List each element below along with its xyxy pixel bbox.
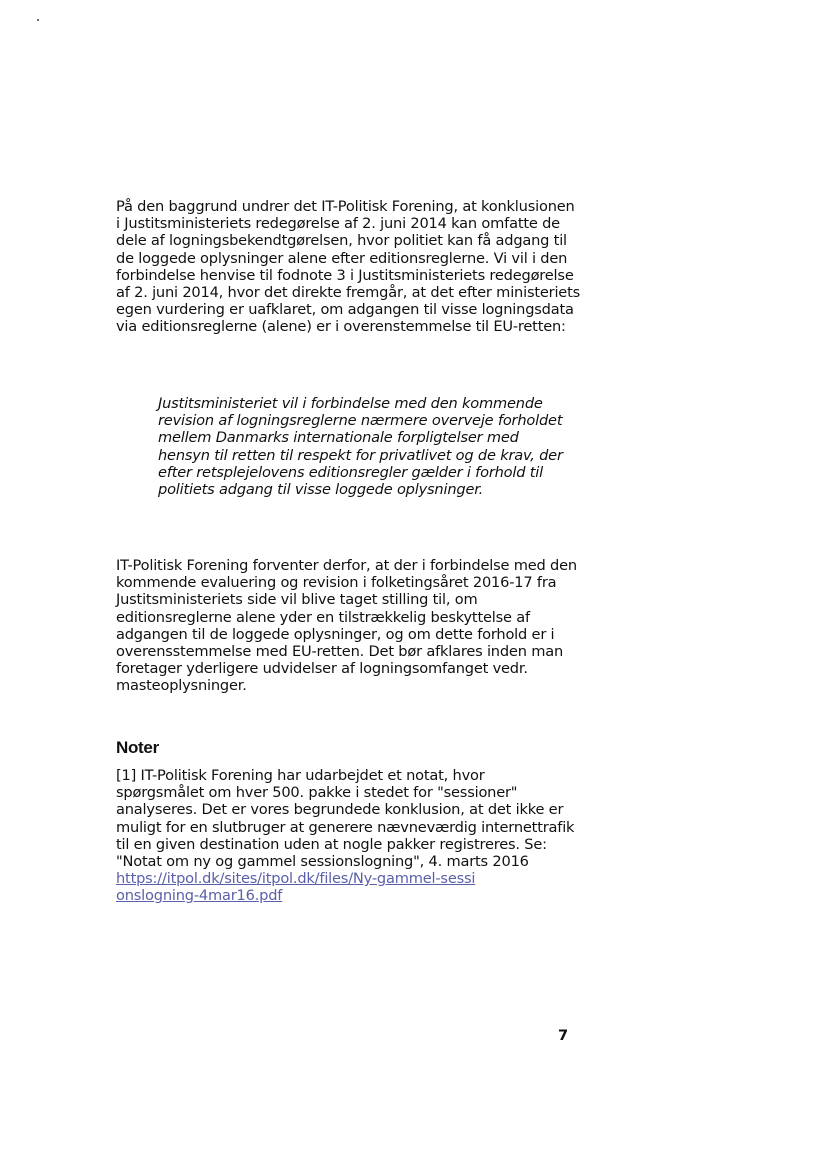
notes-heading: Noter (116, 738, 159, 757)
footnote-1 (116, 767, 576, 905)
scan-speck (37, 19, 39, 21)
body-paragraph-2: IT-Politisk Forening forventer derfor, at der i forbindelse med den kommende evaluering og revision i folketingsåret 2016-17 fra Justitsministeriets side vil blive taget stilling til, om editionsreglerne alene yder en tilstrækkelig beskyttelse af adgangen til de loggede oplysninger, og om dette forhold er i overensstemmelse med EU-retten. Det bør afklares inden man foretager yderligere udvidelser af logningsomfanget vedr. masteoplysninger. (116, 557, 577, 695)
page-number: 7 (558, 1027, 569, 1044)
footnote-1-text: [1] IT-Politisk Forening har udarbejdet et notat, hvor spørgsmålet om hver 500. pakke i stedet for "sessioner" analyseres. Det er vores begrundede konklusion, at det ikke er muligt for en slutbruger at generere nævneværdig internettrafik til en given destination uden at nogle pakker registreres. Se: "Notat om ny og gammel sessionslogning", 4. marts 2016 (116, 767, 575, 871)
block-quote: Justitsministeriet vil i forbindelse med den kommende revision af logningsreglerne nærmere overveje forholdet mellem Danmarks internationale forpligtelser med hensyn til retten til respekt for privatlivet og de krav, der efter retsplejelovens editionsregler gælder i forhold til politiets adgang til visse loggede oplysninger. (158, 395, 563, 499)
footnote-1-link[interactable]: https://itpol.dk/sites/itpol.dk/files/Ny-gammel-sessionslogning-4mar16.pdf (116, 870, 476, 905)
body-paragraph-1: På den baggrund undrer det IT-Politisk Forening, at konklusionen i Justitsministeriets redegørelse af 2. juni 2014 kan omfatte de dele af logningsbekendtgørelsen, hvor politiet kan få adgang til de loggede oplysninger alene efter editionsreglerne. Vi vil i den forbindelse henvise til fodnote 3 i Justitsministeriets redegørelse af 2. juni 2014, hvor det direkte fremgår, at det efter ministeriets egen vurdering er uafklaret, om adgangen til visse logningsdata via editionsreglerne (alene) er i overenstemmelse til EU-retten: (116, 198, 581, 336)
